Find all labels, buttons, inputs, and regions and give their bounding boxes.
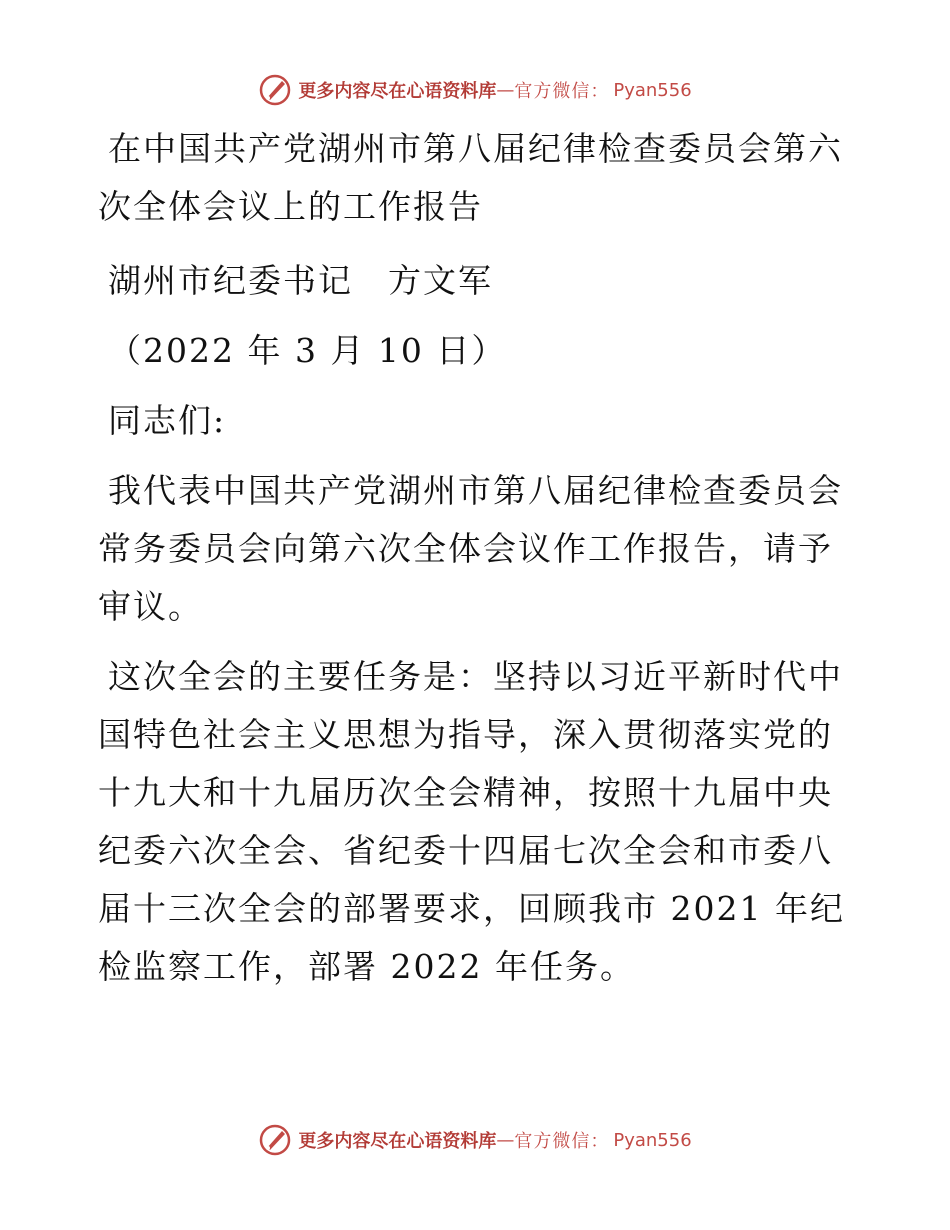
quill-pen-logo-icon <box>258 1123 292 1157</box>
document-title: 在中国共产党湖州市第八届纪律检查委员会第六次全体会议上的工作报告 <box>98 129 843 226</box>
quill-pen-logo-icon <box>258 73 292 107</box>
watermark-wechat-id: Pyan556 <box>613 1129 692 1151</box>
header-watermark <box>0 70 950 110</box>
document-paragraph: 这次全会的主要任务是：坚持以习近平新时代中国特色社会主义思想为指导，深入贯彻落实党的十九大和十九届历次全会精神，按照十九届中央纪委六次全会、省纪委十四届七次全会和市委八届十三次全会的部署要求，回顾我市 2021 年纪检监察工作，部署 2022 年任务。 <box>98 657 845 986</box>
document-date: （2022 年 3 月 10 日） <box>108 331 507 370</box>
document-body <box>98 120 858 996</box>
watermark-main-text: 更多内容尽在心语资料库 <box>298 1131 497 1152</box>
footer-watermark <box>0 1120 950 1160</box>
watermark-main-text: 更多内容尽在心语资料库 <box>298 81 497 102</box>
watermark-channel-text: 官方微信： <box>514 1131 610 1152</box>
watermark-separator: — <box>496 79 515 101</box>
document-greeting: 同志们: <box>108 401 227 440</box>
watermark-wechat-id: Pyan556 <box>613 79 692 101</box>
document-author: 湖州市纪委书记 方文军 <box>108 261 493 300</box>
document-paragraph: 我代表中国共产党湖州市第八届纪律检查委员会常务委员会向第六次全体会议作工作报告，请予审议。 <box>98 471 843 626</box>
watermark-separator: — <box>496 1129 515 1151</box>
watermark-channel-text: 官方微信： <box>514 81 610 102</box>
